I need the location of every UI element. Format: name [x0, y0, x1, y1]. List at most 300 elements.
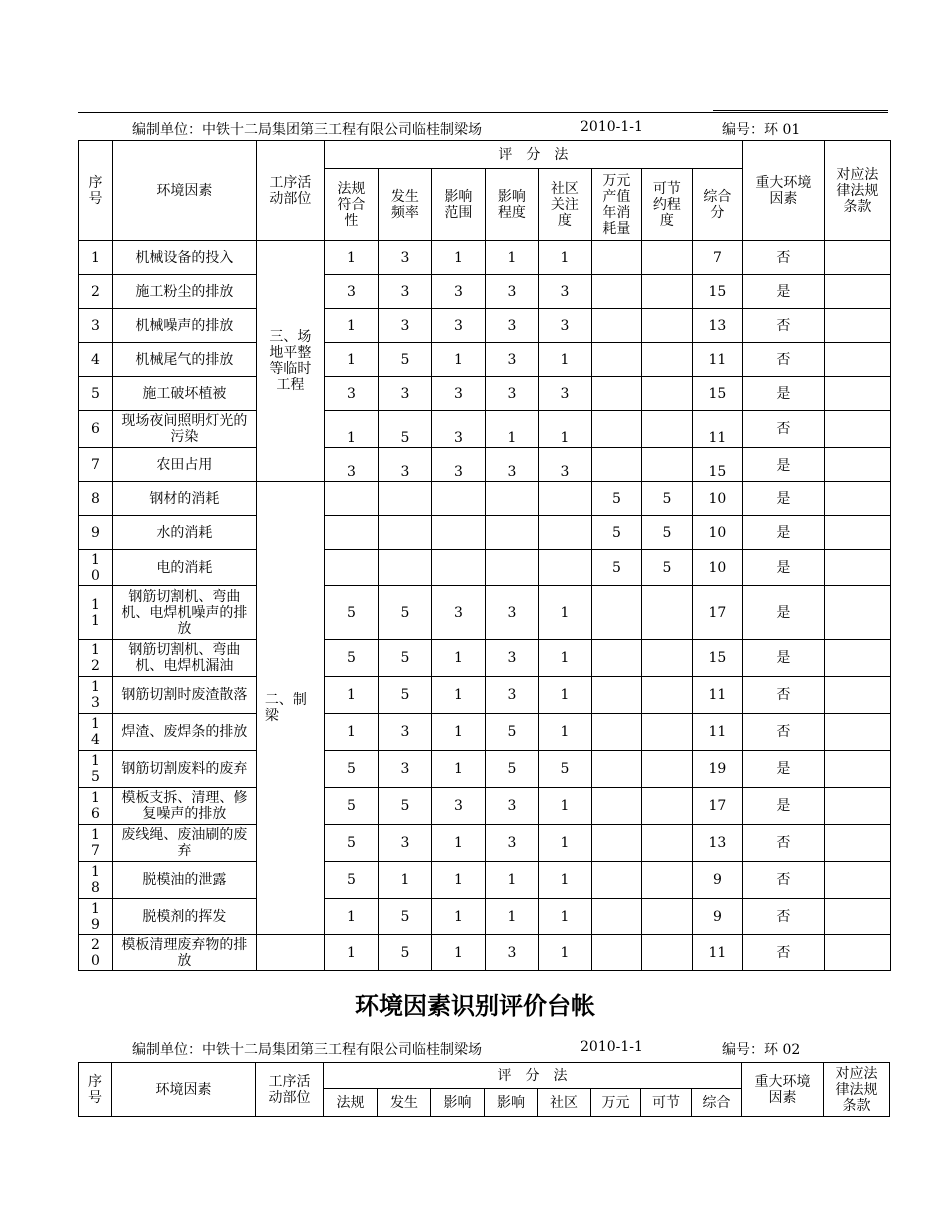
table-row: [79, 677, 891, 714]
evaluation-table-1: [78, 140, 891, 971]
score-cell-f: [591, 677, 641, 714]
seq-cell: 5: [79, 377, 113, 411]
col-eval-header-2: 评 分 法: [324, 1063, 742, 1089]
score-cell-c: 1: [431, 899, 485, 935]
col-law-header: 对应法律法规条款: [824, 141, 890, 241]
top-rule: [78, 112, 888, 113]
process-group-cell: 三、场地平整等临时工程: [256, 241, 324, 482]
header-1: [132, 119, 832, 139]
score-cell-d: 1: [485, 899, 538, 935]
score-cell-a: 5: [324, 586, 378, 640]
score-cell-d: 3: [485, 275, 538, 309]
score-cell-e: 3: [538, 448, 591, 482]
score-cell-b: 5: [378, 788, 431, 825]
col-eval-header: 评 分 法: [324, 141, 742, 169]
seq-cell: 2: [79, 275, 113, 309]
seq-cell: 10: [79, 550, 113, 586]
law-cell: [824, 640, 890, 677]
score-cell-total: 11: [692, 411, 742, 448]
col-c5-header-2: 社区: [538, 1089, 591, 1117]
score-cell-a: 1: [324, 241, 378, 275]
score-cell-f: [591, 275, 641, 309]
score-cell-d: 3: [485, 586, 538, 640]
seq-cell: 18: [79, 862, 113, 899]
org-label-2: 编制单位：中铁十二局集团第三工程有限公司临桂制梁场: [132, 1042, 482, 1058]
major-cell: 是: [742, 640, 824, 677]
score-cell-e: 3: [538, 309, 591, 343]
law-cell: [824, 586, 890, 640]
factor-cell: 机械设备的投入: [112, 241, 256, 275]
law-cell: [824, 448, 890, 482]
score-cell-total: 7: [692, 241, 742, 275]
score-cell-e: 1: [538, 411, 591, 448]
evaluation-table-2: [78, 1062, 890, 1117]
score-cell-f: [591, 862, 641, 899]
score-cell-d: 3: [485, 448, 538, 482]
score-cell-e: 1: [538, 677, 591, 714]
score-cell-e: 1: [538, 343, 591, 377]
score-cell-b: 5: [378, 586, 431, 640]
score-cell-d: 5: [485, 751, 538, 788]
score-cell-g: [641, 714, 692, 751]
major-cell: 否: [742, 862, 824, 899]
col-c6-header: 万元产值年消耗量: [591, 169, 641, 241]
score-cell-g: [641, 411, 692, 448]
major-cell: 否: [742, 899, 824, 935]
law-cell: [824, 862, 890, 899]
col-c3-header-2: 影响: [431, 1089, 485, 1117]
col-c3-header: 影响范围: [431, 169, 485, 241]
score-cell-a: 3: [324, 377, 378, 411]
score-cell-e: [538, 482, 591, 516]
major-cell: 否: [742, 935, 824, 971]
major-cell: 否: [742, 309, 824, 343]
score-cell-f: [591, 343, 641, 377]
score-cell-g: [641, 751, 692, 788]
score-cell-c: 3: [431, 309, 485, 343]
top-rule-short: [713, 110, 888, 111]
factor-cell: 脱模油的泄露: [112, 862, 256, 899]
score-cell-a: 1: [324, 677, 378, 714]
seq-cell: 7: [79, 448, 113, 482]
score-cell-total: 13: [692, 825, 742, 862]
table-row: [79, 516, 891, 550]
score-cell-total: 11: [692, 935, 742, 971]
major-cell: 否: [742, 411, 824, 448]
col-c6-header-2: 万元: [591, 1089, 641, 1117]
score-cell-a: [324, 550, 378, 586]
major-cell: 是: [742, 448, 824, 482]
table-row: [79, 935, 891, 971]
factor-cell: 施工破坏植被: [112, 377, 256, 411]
factor-cell: 机械噪声的排放: [112, 309, 256, 343]
score-cell-e: 1: [538, 935, 591, 971]
factor-cell: 农田占用: [112, 448, 256, 482]
score-cell-b: 3: [378, 448, 431, 482]
col-factor-header-2: 环境因素: [112, 1063, 256, 1117]
factor-cell: 焊渣、废焊条的排放: [112, 714, 256, 751]
score-cell-b: 5: [378, 677, 431, 714]
major-cell: 是: [742, 550, 824, 586]
score-cell-b: 5: [378, 640, 431, 677]
score-cell-d: [485, 550, 538, 586]
col-c8-header: 综合分: [692, 169, 742, 241]
major-cell: 否: [742, 714, 824, 751]
major-cell: 是: [742, 751, 824, 788]
table-row: [79, 586, 891, 640]
score-cell-total: 11: [692, 677, 742, 714]
score-cell-a: 1: [324, 899, 378, 935]
factor-cell: 施工粉尘的排放: [112, 275, 256, 309]
score-cell-a: [324, 516, 378, 550]
major-cell: 是: [742, 482, 824, 516]
score-cell-g: [641, 935, 692, 971]
seq-cell: 13: [79, 677, 113, 714]
col-c4-header-2: 影响: [485, 1089, 538, 1117]
score-cell-c: [431, 482, 485, 516]
score-cell-b: 3: [378, 377, 431, 411]
score-cell-c: 3: [431, 411, 485, 448]
score-cell-total: 10: [692, 516, 742, 550]
page-title: 环境因素识别评价台帐: [355, 992, 595, 1020]
score-cell-a: 1: [324, 935, 378, 971]
score-cell-g: [641, 309, 692, 343]
score-cell-c: [431, 516, 485, 550]
score-cell-total: 15: [692, 448, 742, 482]
table-row: [79, 899, 891, 935]
law-cell: [824, 714, 890, 751]
score-cell-c: [431, 550, 485, 586]
score-cell-c: 3: [431, 275, 485, 309]
score-cell-g: [641, 899, 692, 935]
law-cell: [824, 899, 890, 935]
factor-cell: 机械尾气的排放: [112, 343, 256, 377]
score-cell-g: [641, 825, 692, 862]
col-process-header-2: 工序活动部位: [256, 1063, 324, 1117]
score-cell-e: 3: [538, 377, 591, 411]
score-cell-c: 3: [431, 377, 485, 411]
col-seq-header: 序号: [79, 141, 113, 241]
law-cell: [824, 411, 890, 448]
code-label: 编号：环 01: [722, 122, 801, 138]
seq-cell: 16: [79, 788, 113, 825]
score-cell-d: 3: [485, 935, 538, 971]
score-cell-c: 3: [431, 448, 485, 482]
score-cell-d: 3: [485, 677, 538, 714]
col-major-header-2: 重大环境因素: [742, 1063, 824, 1117]
score-cell-c: 1: [431, 825, 485, 862]
score-cell-e: 5: [538, 751, 591, 788]
law-cell: [824, 482, 890, 516]
table-row: [79, 788, 891, 825]
seq-cell: 8: [79, 482, 113, 516]
score-cell-d: 3: [485, 825, 538, 862]
score-cell-f: 5: [591, 482, 641, 516]
score-cell-d: 3: [485, 309, 538, 343]
score-cell-c: 1: [431, 343, 485, 377]
score-cell-b: 3: [378, 751, 431, 788]
score-cell-a: 5: [324, 862, 378, 899]
date-label: 2010-1-1: [580, 119, 643, 135]
score-cell-d: 3: [485, 377, 538, 411]
score-cell-f: [591, 788, 641, 825]
score-cell-a: 1: [324, 343, 378, 377]
score-cell-f: [591, 640, 641, 677]
factor-cell: 模板支拆、清理、修复噪声的排放: [112, 788, 256, 825]
score-cell-b: 5: [378, 935, 431, 971]
factor-cell: 钢筋切割时废渣散落: [112, 677, 256, 714]
factor-cell: 水的消耗: [112, 516, 256, 550]
score-cell-total: 15: [692, 640, 742, 677]
major-cell: 否: [742, 825, 824, 862]
org-label: 编制单位：中铁十二局集团第三工程有限公司临桂制梁场: [132, 122, 482, 138]
col-seq-header-2: 序号: [79, 1063, 112, 1117]
seq-cell: 14: [79, 714, 113, 751]
table-row: [79, 275, 891, 309]
score-cell-c: 3: [431, 788, 485, 825]
table-row: [79, 448, 891, 482]
seq-cell: 15: [79, 751, 113, 788]
score-cell-g: 5: [641, 550, 692, 586]
score-cell-c: 3: [431, 586, 485, 640]
col-c5-header: 社区关注度: [538, 169, 591, 241]
seq-cell: 4: [79, 343, 113, 377]
seq-cell: 3: [79, 309, 113, 343]
process-group-cell: 二、制梁: [256, 482, 324, 935]
score-cell-f: [591, 899, 641, 935]
major-cell: 否: [742, 677, 824, 714]
score-cell-d: 3: [485, 640, 538, 677]
score-cell-e: 1: [538, 899, 591, 935]
table-row: [79, 377, 891, 411]
major-cell: 否: [742, 343, 824, 377]
score-cell-f: [591, 751, 641, 788]
seq-cell: 11: [79, 586, 113, 640]
score-cell-b: 3: [378, 825, 431, 862]
header-2: [132, 1039, 832, 1059]
score-cell-g: [641, 586, 692, 640]
score-cell-d: 5: [485, 714, 538, 751]
score-cell-a: [324, 482, 378, 516]
score-cell-total: 17: [692, 586, 742, 640]
table-row: [79, 550, 891, 586]
col-law-header-2: 对应法律法规条款: [824, 1063, 890, 1117]
score-cell-a: 1: [324, 411, 378, 448]
score-cell-g: [641, 862, 692, 899]
col-c2-header: 发生频率: [378, 169, 431, 241]
table-row: [79, 714, 891, 751]
score-cell-a: 5: [324, 751, 378, 788]
table-row: [79, 825, 891, 862]
score-cell-e: 1: [538, 862, 591, 899]
score-cell-b: [378, 482, 431, 516]
score-cell-c: 1: [431, 935, 485, 971]
seq-cell: 19: [79, 899, 113, 935]
law-cell: [824, 516, 890, 550]
law-cell: [824, 935, 890, 971]
process-cell-empty: [256, 935, 324, 971]
score-cell-b: [378, 516, 431, 550]
score-cell-g: 5: [641, 482, 692, 516]
score-cell-total: 13: [692, 309, 742, 343]
score-cell-a: 5: [324, 788, 378, 825]
score-cell-total: 10: [692, 550, 742, 586]
factor-cell: 模板清理废弃物的排放: [112, 935, 256, 971]
col-c2-header-2: 发生: [378, 1089, 431, 1117]
col-major-header: 重大环境因素: [742, 141, 824, 241]
factor-cell: 钢筋切割机、弯曲机、电焊机噪声的排放: [112, 586, 256, 640]
score-cell-g: [641, 448, 692, 482]
score-cell-f: [591, 411, 641, 448]
score-cell-f: [591, 309, 641, 343]
score-cell-b: 3: [378, 275, 431, 309]
score-cell-g: [641, 343, 692, 377]
law-cell: [824, 788, 890, 825]
score-cell-f: [591, 825, 641, 862]
score-cell-g: [641, 377, 692, 411]
major-cell: 是: [742, 788, 824, 825]
score-cell-g: [641, 241, 692, 275]
score-cell-e: 1: [538, 586, 591, 640]
factor-cell: 钢材的消耗: [112, 482, 256, 516]
factor-cell: 现场夜间照明灯光的污染: [112, 411, 256, 448]
col-c8-header-2: 综合: [692, 1089, 742, 1117]
code-label-2: 编号：环 02: [722, 1042, 801, 1058]
factor-cell: 钢筋切割废料的废弃: [112, 751, 256, 788]
score-cell-f: 5: [591, 516, 641, 550]
score-cell-b: 5: [378, 899, 431, 935]
law-cell: [824, 751, 890, 788]
seq-cell: 1: [79, 241, 113, 275]
seq-cell: 6: [79, 411, 113, 448]
date-label-2: 2010-1-1: [580, 1039, 643, 1055]
score-cell-e: [538, 550, 591, 586]
col-c7-header: 可节约程度: [641, 169, 692, 241]
score-cell-f: [591, 448, 641, 482]
score-cell-total: 17: [692, 788, 742, 825]
score-cell-d: 3: [485, 343, 538, 377]
law-cell: [824, 825, 890, 862]
table-row: [79, 411, 891, 448]
score-cell-f: 5: [591, 550, 641, 586]
score-cell-e: 1: [538, 825, 591, 862]
seq-cell: 20: [79, 935, 113, 971]
major-cell: 否: [742, 241, 824, 275]
col-factor-header: 环境因素: [112, 141, 256, 241]
major-cell: 是: [742, 516, 824, 550]
score-cell-b: 5: [378, 411, 431, 448]
score-cell-a: 1: [324, 714, 378, 751]
score-cell-e: 1: [538, 241, 591, 275]
score-cell-d: 1: [485, 862, 538, 899]
col-process-header: 工序活动部位: [256, 141, 324, 241]
major-cell: 是: [742, 377, 824, 411]
factor-cell: 电的消耗: [112, 550, 256, 586]
col-c7-header-2: 可节: [641, 1089, 692, 1117]
factor-cell: 废线绳、废油刷的废弃: [112, 825, 256, 862]
major-cell: 是: [742, 586, 824, 640]
col-c1-header: 法规符合性: [324, 169, 378, 241]
score-cell-e: 1: [538, 714, 591, 751]
score-cell-total: 11: [692, 714, 742, 751]
law-cell: [824, 377, 890, 411]
table-row: [79, 862, 891, 899]
table-row: [79, 751, 891, 788]
score-cell-c: 1: [431, 751, 485, 788]
score-cell-f: [591, 714, 641, 751]
law-cell: [824, 275, 890, 309]
score-cell-b: [378, 550, 431, 586]
score-cell-f: [591, 935, 641, 971]
score-cell-b: 3: [378, 241, 431, 275]
score-cell-total: 9: [692, 899, 742, 935]
score-cell-a: 3: [324, 448, 378, 482]
factor-cell: 钢筋切割机、弯曲机、电焊机漏油: [112, 640, 256, 677]
score-cell-total: 9: [692, 862, 742, 899]
law-cell: [824, 309, 890, 343]
score-cell-total: 15: [692, 275, 742, 309]
score-cell-b: 1: [378, 862, 431, 899]
law-cell: [824, 550, 890, 586]
score-cell-f: [591, 377, 641, 411]
score-cell-total: 11: [692, 343, 742, 377]
score-cell-f: [591, 241, 641, 275]
score-cell-c: 1: [431, 714, 485, 751]
score-cell-a: 5: [324, 825, 378, 862]
score-cell-b: 3: [378, 309, 431, 343]
score-cell-b: 3: [378, 714, 431, 751]
law-cell: [824, 241, 890, 275]
score-cell-g: [641, 640, 692, 677]
score-cell-a: 1: [324, 309, 378, 343]
score-cell-a: 5: [324, 640, 378, 677]
table-row: [79, 309, 891, 343]
col-c4-header: 影响程度: [485, 169, 538, 241]
major-cell: 是: [742, 275, 824, 309]
table-row: [79, 640, 891, 677]
score-cell-d: [485, 482, 538, 516]
score-cell-d: 1: [485, 411, 538, 448]
score-cell-b: 5: [378, 343, 431, 377]
law-cell: [824, 677, 890, 714]
score-cell-total: 10: [692, 482, 742, 516]
score-cell-e: [538, 516, 591, 550]
score-cell-g: [641, 275, 692, 309]
score-cell-c: 1: [431, 862, 485, 899]
score-cell-e: 1: [538, 788, 591, 825]
score-cell-g: [641, 788, 692, 825]
score-cell-d: 3: [485, 788, 538, 825]
seq-cell: 17: [79, 825, 113, 862]
factor-cell: 脱模剂的挥发: [112, 899, 256, 935]
score-cell-f: [591, 586, 641, 640]
score-cell-c: 1: [431, 677, 485, 714]
score-cell-total: 19: [692, 751, 742, 788]
score-cell-g: [641, 677, 692, 714]
score-cell-e: 3: [538, 275, 591, 309]
score-cell-g: 5: [641, 516, 692, 550]
score-cell-c: 1: [431, 640, 485, 677]
law-cell: [824, 343, 890, 377]
seq-cell: 12: [79, 640, 113, 677]
score-cell-c: 1: [431, 241, 485, 275]
score-cell-e: 1: [538, 640, 591, 677]
score-cell-d: 1: [485, 241, 538, 275]
col-c1-header-2: 法规: [324, 1089, 378, 1117]
table-row: [79, 241, 891, 275]
table-row: [79, 343, 891, 377]
score-cell-total: 15: [692, 377, 742, 411]
